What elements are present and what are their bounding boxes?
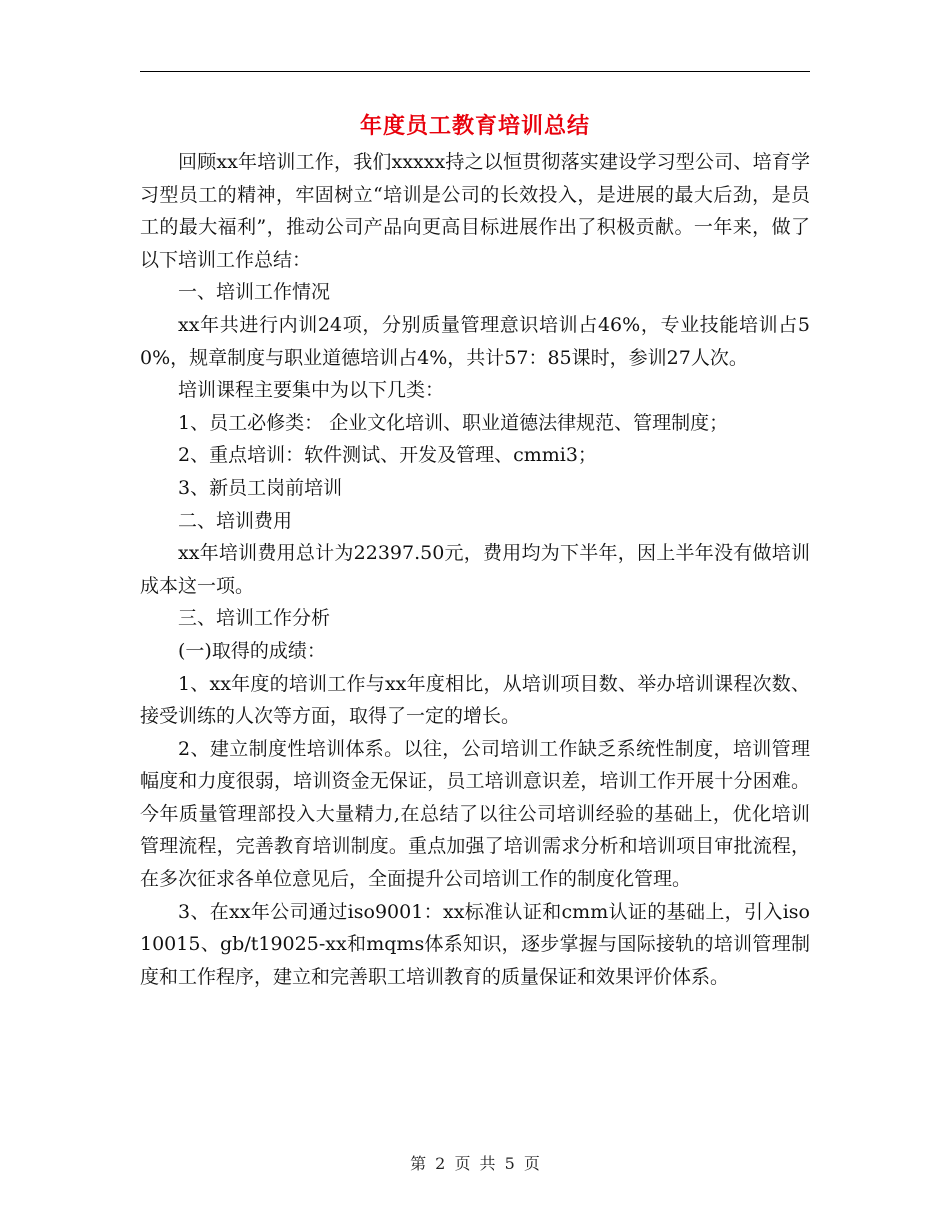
paragraph-intro: 回顾xx年培训工作，我们xxxxx持之以恒贯彻落实建设学习型公司、培育学习型员工的精神，牢固树立“培训是公司的长效投入，是进展的最大后劲，是员工的最大福利”，推动公司产品向更高目标进展作出了积极贡献。一年来，做了以下培训工作总结： bbox=[140, 151, 810, 271]
header-rule bbox=[140, 71, 810, 72]
document-title: 年度员工教育培训总结 bbox=[359, 113, 590, 139]
page-number-footer: 第 2 页 共 5 页 bbox=[410, 1154, 540, 1173]
list-item-new-employee-training: 3、新员工岗前培训 bbox=[178, 476, 343, 499]
section-heading-training-status: 一、培训工作情况 bbox=[178, 281, 331, 304]
paragraph-training-stats: xx年共进行内训24项，分别质量管理意识培训占46%，专业技能培训占50%，规章制度与职业道德培训占4%，共计57：85课时，参训27人次。 bbox=[140, 313, 810, 369]
paragraph-training-cost: xx年培训费用总计为22397.50元，费用均为下半年，因上半年没有做培训成本这一项。 bbox=[140, 542, 810, 597]
list-item-required-courses: 1、员工必修类： 企业文化培训、职业道德法律规范、管理制度； bbox=[178, 411, 729, 434]
paragraph-achievement-1: 1、xx年度的培训工作与xx年度相比，从培训项目数、举办培训课程次数、接受训练的人次等方面，取得了一定的增长。 bbox=[140, 672, 810, 728]
list-item-key-training: 2、重点培训：软件测试、开发及管理、cmmi3； bbox=[178, 444, 597, 467]
paragraph-achievement-3: 3、在xx年公司通过iso9001：xx标准认证和cmm认证的基础上，引入iso10015、gb/t19025-xx和mqms体系知识，逐步掌握与国际接轨的培训管理制度和工作程序，建立和完善职工培训教育的质量保证和效果评价体系。 bbox=[140, 900, 810, 988]
section-heading-training-analysis: 三、培训工作分析 bbox=[178, 607, 331, 630]
section-heading-training-cost: 二、培训费用 bbox=[178, 509, 293, 532]
paragraph-achievement-2: 2、建立制度性培训体系。以往，公司培训工作缺乏系统性制度，培训管理幅度和力度很弱，培训资金无保证，员工培训意识差，培训工作开展十分困难。今年质量管理部投入大量精力,在总结了以往公司培训经验的基础上，优化培训管理流程，完善教育培训制度。重点加强了培训需求分析和培训项目审批流程，在多次征求各单位意见后，全面提升公司培训工作的制度化管理。 bbox=[140, 737, 810, 891]
paragraph-course-categories: 培训课程主要集中为以下几类： bbox=[178, 379, 445, 402]
document-body bbox=[140, 146, 810, 993]
subheading-achievements: (一)取得的成绩： bbox=[178, 639, 326, 662]
